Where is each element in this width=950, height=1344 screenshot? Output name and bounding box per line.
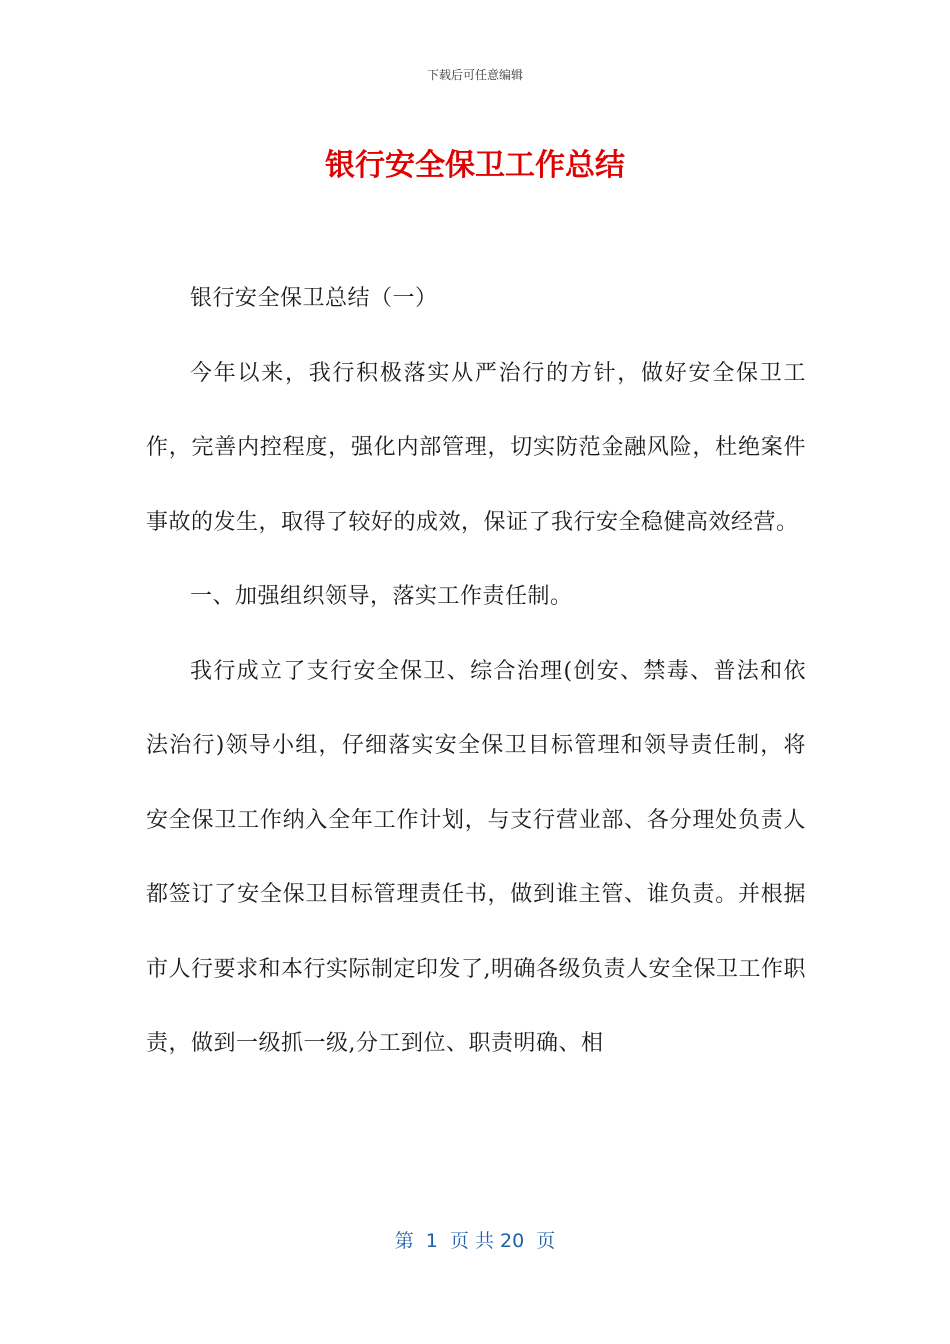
paragraph-section-heading: 银行安全保卫总结（一）	[190, 286, 438, 311]
document-body	[146, 262, 806, 1082]
paragraph-body: 我行成立了支行安全保卫、综合治理(创安、禁毒、普法和依法治行)领导小组，仔细落实安全保卫目标管理和领导责任制，将安全保卫工作纳入全年工作计划，与支行营业部、各分理处负责人都签订了安全保卫目标管理责任书，做到谁主管、谁负责。并根据市人行要求和本行实际制定印发了,明确各级负责人安全保卫工作职责，做到一级抓一级,分工到位、职责明确、相	[146, 658, 806, 1056]
paragraph-subheading: 一、加强组织领导，落实工作责任制。	[190, 584, 573, 609]
document-title: 银行安全保卫工作总结	[325, 148, 625, 183]
paragraph-intro: 今年以来，我行积极落实从严治行的方针，做好安全保卫工作，完善内控程度，强化内部管理，切实防范金融风险，杜绝案件事故的发生，取得了较好的成效，保证了我行安全稳健高效经营。	[146, 360, 806, 535]
header-note: 下载后可任意编辑	[426, 68, 523, 82]
page-number-footer: 第 1 页 共 20 页	[394, 1230, 556, 1252]
